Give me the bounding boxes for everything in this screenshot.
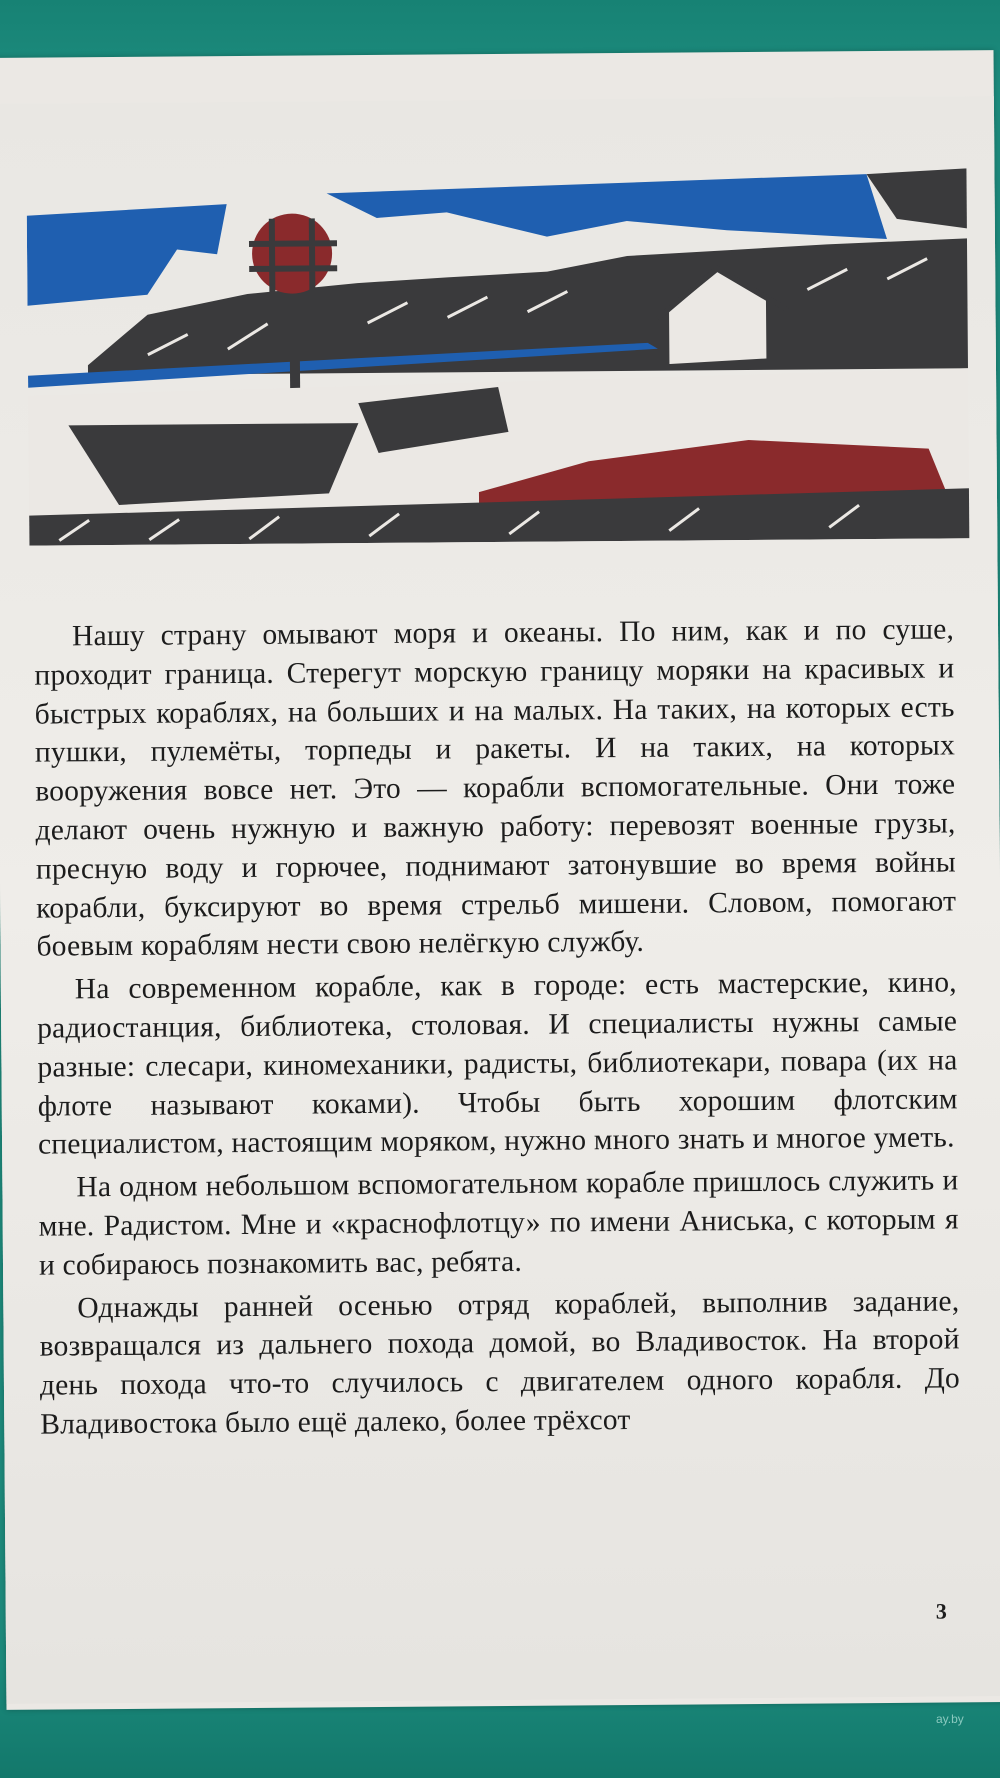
book-page bbox=[0, 50, 1000, 1710]
illustration-svg bbox=[26, 168, 971, 545]
sky-shape-top-right bbox=[866, 168, 966, 229]
sky-shape-left bbox=[27, 204, 228, 306]
paragraph-3: На одном небольшом вспомогательном корабле пришлось служить и мне. Радистом. Мне и «краснофлотцу» по имени Аниська, с которым я и собираюсь познакомить вас, ребята. bbox=[38, 1164, 959, 1282]
body-text bbox=[34, 610, 960, 1448]
page-number: 3 bbox=[935, 1598, 947, 1624]
sky-shape-right bbox=[326, 174, 886, 243]
paragraph-1: Нашу страну омывают моря и океаны. По ним, как и по суше, проходит граница. Стерегут морскую границу моряки на красивых и быстрых кораблях, на больших и на малых. На таких, на которых есть пушки, пулемёты, торпеды и ракеты. И на таких, на которых вооружения вовсе нет. Это — корабли вспомогательные. Они тоже делают очень нужную и важную работу: перевозят военные грузы, пресную воду и горючее, поднимают затонувшие во время войны корабли, буксируют во время стрельб мишени. Словом, помогают боевым кораблям нести свою нелёгкую службу. bbox=[34, 613, 957, 964]
sun-disc bbox=[252, 213, 333, 294]
watermark: ay.by bbox=[936, 1712, 964, 1726]
linocut-illustration bbox=[26, 168, 971, 545]
boat-left bbox=[68, 423, 359, 505]
paragraph-2: На современном корабле, как в городе: есть мастерские, кино, радиостанция, библиотека, столовая. И специалисты нужны самые разные: слесари, киномеханики, радисты, библиотекари, повара (их на флоте называют коками). Чтобы быть хорошим флотским специалистом, настоящим моряком, нужно много знать и многое уметь. bbox=[37, 966, 958, 1161]
paragraph-4: Однажды ранней осенью отряд кораблей, выполнив задание, возвращался из дальнего похода домой, во Владивосток. На второй день похода что-то случилось с двигателем одного корабля. До Владивостока было ещё далеко, более трёхсот bbox=[39, 1284, 961, 1441]
